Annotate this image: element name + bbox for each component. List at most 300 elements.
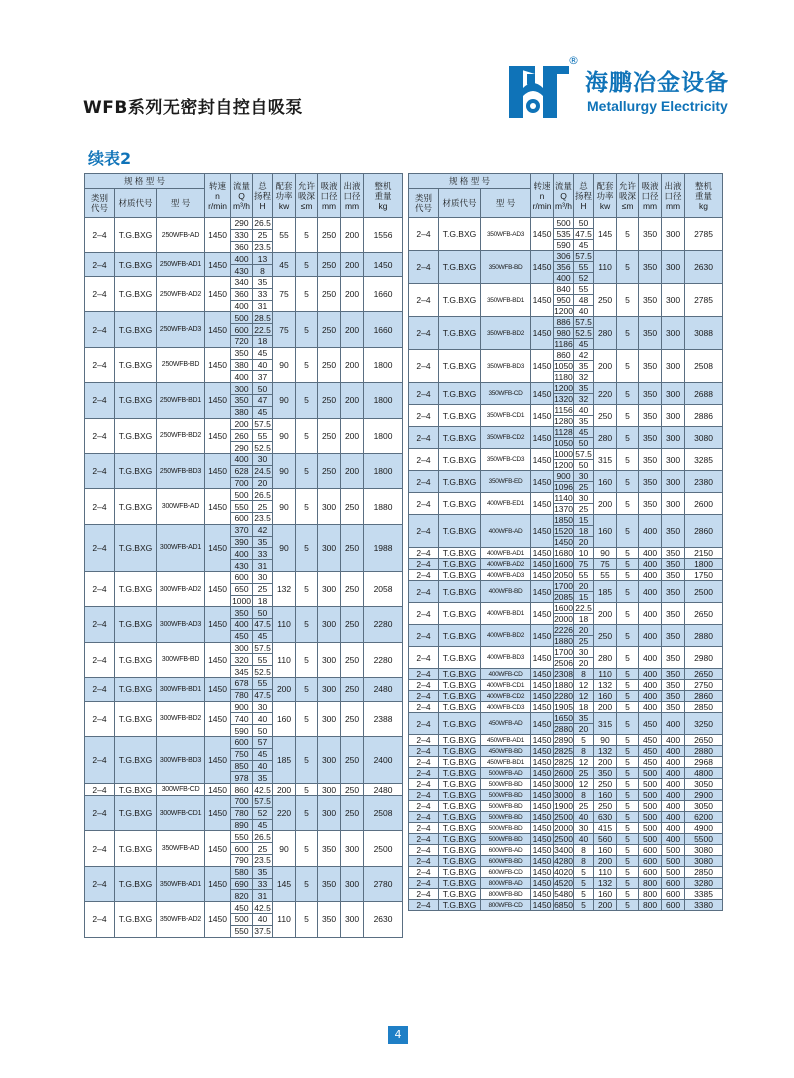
head-cell: 20 [574, 625, 594, 636]
table-row [409, 823, 723, 834]
suction-cell: 5 [296, 489, 318, 524]
head-cell: 18 [253, 335, 273, 347]
speed-cell: 1450 [205, 831, 231, 866]
model-cell: 450WFB-AD1 [481, 735, 531, 746]
table-row [409, 669, 723, 680]
table-row [409, 493, 723, 504]
inlet-cell: 350 [639, 449, 662, 471]
model-cell: 350WFB-AD [157, 831, 205, 866]
model-cell: 250WFB-AD1 [157, 253, 205, 277]
model-cell: 400WFB-AD3 [481, 570, 531, 581]
power-cell: 160 [594, 889, 617, 900]
power-cell: 90 [594, 548, 617, 559]
model-cell: 400WFB-BD1 [481, 603, 531, 625]
material-cell: T.G.BXG [439, 878, 481, 889]
flow-cell: 370 [231, 524, 253, 536]
head-cell: 18 [253, 595, 273, 607]
weight-cell: 2880 [685, 625, 723, 647]
model-cell: 400WFB-AD [481, 515, 531, 548]
flow-cell: 1700 [554, 647, 573, 657]
material-cell: T.G.BXG [115, 737, 157, 784]
speed-cell: 1450 [205, 276, 231, 311]
head-cell: 52.5 [254, 666, 271, 677]
category-cell: 2–4 [409, 812, 439, 823]
category-cell: 2–4 [409, 878, 439, 889]
speed-cell: 1450 [205, 866, 231, 901]
category-cell: 2–4 [409, 834, 439, 845]
power-cell: 200 [594, 900, 617, 911]
flow-cell: 750 [231, 748, 253, 760]
weight-cell: 2630 [364, 902, 403, 937]
power-cell: 110 [273, 902, 296, 937]
power-cell: 90 [594, 735, 617, 746]
weight-cell: 1988 [364, 524, 403, 571]
head-cell: 5 [574, 889, 594, 900]
flow-cell: 430 [231, 265, 253, 277]
power-cell: 90 [273, 831, 296, 866]
suction-cell: 5 [617, 713, 639, 735]
material-cell: T.G.BXG [115, 276, 157, 311]
outlet-cell: 350 [662, 559, 685, 570]
head-cell: 20 [574, 658, 594, 669]
material-cell: T.G.BXG [439, 350, 481, 383]
suction-cell: 5 [296, 701, 318, 736]
flow-cell: 2050 [554, 570, 573, 580]
outlet-cell: 400 [662, 823, 685, 834]
outlet-cell: 250 [341, 642, 364, 677]
header-spec: 规 格 型 号 [409, 174, 531, 189]
flow-cell: 2000 [554, 614, 573, 624]
suction-cell: 5 [617, 427, 639, 449]
material-cell: T.G.BXG [439, 603, 481, 625]
power-cell: 160 [594, 845, 617, 856]
head-cell: 31 [253, 890, 273, 902]
outlet-cell: 300 [662, 350, 685, 383]
weight-cell: 3050 [685, 801, 723, 812]
speed-cell: 1450 [205, 489, 231, 524]
suction-cell: 5 [296, 831, 318, 866]
head-cell: 15 [574, 515, 594, 526]
model-cell: 600WFB-CD [481, 867, 531, 878]
inlet-cell: 800 [639, 878, 662, 889]
suction-cell: 5 [296, 312, 318, 347]
head-cell: 47.5 [254, 690, 271, 701]
flow-cell: 600 [231, 843, 253, 855]
flow-cell: 1096 [554, 482, 573, 492]
flow-cell: 1680 [554, 548, 573, 558]
suction-cell: 5 [296, 418, 318, 453]
weight-cell: 2650 [685, 603, 723, 625]
head-cell: 24.5 [254, 466, 271, 477]
material-cell: T.G.BXG [439, 845, 481, 856]
material-cell: T.G.BXG [115, 796, 157, 831]
flow-cell: 600 [231, 324, 253, 336]
head-cell: 47.5 [254, 619, 271, 630]
header-spec: 规 格 型 号 [85, 174, 205, 189]
page-number: 4 [388, 1026, 408, 1044]
speed-cell: 1450 [531, 427, 554, 449]
suction-cell: 5 [617, 548, 639, 559]
flow-cell: 2880 [554, 724, 573, 734]
category-cell: 2–4 [409, 779, 439, 790]
outlet-cell: 350 [662, 570, 685, 581]
inlet-cell: 400 [639, 559, 662, 570]
inlet-cell: 600 [639, 856, 662, 867]
table-row [409, 548, 723, 559]
category-cell: 2–4 [85, 347, 115, 382]
outlet-cell: 400 [662, 713, 685, 735]
model-cell: 350WFB-CD3 [481, 449, 531, 471]
flow-cell: 1650 [554, 713, 573, 723]
head-cell: 40 [253, 713, 273, 725]
head-cell: 52 [574, 273, 594, 284]
material-cell: T.G.BXG [439, 449, 481, 471]
head-cell: 50 [253, 607, 273, 619]
power-cell: 160 [594, 471, 617, 493]
inlet-cell: 400 [639, 680, 662, 691]
inlet-cell: 350 [639, 471, 662, 493]
material-cell: T.G.BXG [115, 701, 157, 736]
speed-cell: 1450 [531, 878, 554, 889]
suction-cell: 5 [617, 405, 639, 427]
speed-cell: 1450 [205, 607, 231, 642]
speed-cell: 1450 [205, 678, 231, 702]
head-cell: 57 [253, 737, 273, 749]
head-cell: 45 [574, 427, 594, 438]
weight-cell: 4900 [685, 823, 723, 834]
head-cell: 52 [253, 807, 273, 819]
table-row [85, 607, 403, 619]
speed-cell: 1450 [205, 784, 231, 796]
speed-cell: 1450 [531, 218, 554, 251]
outlet-cell: 300 [662, 493, 685, 515]
flow-cell: 320 [231, 654, 253, 666]
material-cell: T.G.BXG [439, 889, 481, 900]
material-cell: T.G.BXG [115, 453, 157, 488]
flow-cell: 350 [231, 394, 253, 406]
head-cell: 35 [253, 276, 273, 288]
head-cell: 32 [574, 372, 594, 383]
head-cell: 35 [574, 361, 594, 372]
inlet-cell: 300 [318, 571, 341, 606]
flow-cell: 650 [231, 583, 253, 595]
category-cell: 2–4 [409, 790, 439, 801]
head-cell: 40 [253, 914, 273, 926]
suction-cell: 5 [617, 746, 639, 757]
head-cell: 25 [574, 504, 594, 515]
model-cell: 350WFB-CD [481, 383, 531, 405]
header-head: 总 扬程 H [253, 174, 273, 218]
speed-cell: 1450 [205, 737, 231, 784]
category-cell: 2–4 [409, 471, 439, 493]
speed-cell: 1450 [531, 449, 554, 471]
outlet-cell: 300 [662, 405, 685, 427]
header-model: 型 号 [481, 189, 531, 218]
power-cell: 90 [273, 347, 296, 382]
head-cell: 50 [253, 383, 273, 395]
inlet-cell: 300 [318, 642, 341, 677]
head-cell: 50 [253, 725, 273, 737]
weight-cell: 2785 [685, 218, 723, 251]
weight-cell: 2508 [685, 350, 723, 383]
power-cell: 200 [594, 350, 617, 383]
category-cell: 2–4 [85, 784, 115, 796]
weight-cell: 1660 [364, 276, 403, 311]
power-cell: 250 [594, 625, 617, 647]
model-cell: 350WFB-CD1 [481, 405, 531, 427]
flow-cell: 1200 [554, 460, 573, 470]
power-cell: 185 [594, 581, 617, 603]
table-row [409, 350, 723, 361]
weight-cell: 2280 [364, 607, 403, 642]
outlet-cell: 600 [662, 878, 685, 889]
head-cell: 20 [574, 537, 594, 548]
table-row [85, 253, 403, 265]
table-row [409, 768, 723, 779]
suction-cell: 5 [617, 570, 639, 581]
head-cell: 40 [574, 405, 594, 416]
outlet-cell: 300 [662, 218, 685, 251]
power-cell: 200 [594, 856, 617, 867]
model-cell: 400WFB-CD1 [481, 680, 531, 691]
flow-cell: 306 [554, 251, 574, 262]
weight-cell: 1556 [364, 218, 403, 253]
flow-cell: 1320 [554, 394, 573, 404]
flow-cell: 1850 [554, 515, 573, 525]
speed-cell: 1450 [531, 647, 554, 669]
power-cell: 200 [273, 784, 296, 796]
flow-cell: 356 [554, 262, 574, 273]
outlet-cell: 200 [341, 253, 364, 277]
speed-cell: 1450 [531, 405, 554, 427]
material-cell: T.G.BXG [439, 515, 481, 548]
head-cell: 45 [574, 240, 594, 251]
category-cell: 2–4 [85, 489, 115, 524]
table-row [409, 801, 723, 812]
inlet-cell: 600 [639, 867, 662, 878]
outlet-cell: 500 [662, 845, 685, 856]
power-cell: 145 [594, 218, 617, 251]
header-power: 配套 功率 kw [594, 174, 617, 218]
flow-cell: 550 [231, 831, 253, 843]
model-cell: 250WFB-AD3 [157, 312, 205, 347]
power-cell: 75 [273, 312, 296, 347]
weight-cell: 3050 [685, 779, 723, 790]
inlet-cell: 300 [318, 737, 341, 784]
inlet-cell: 400 [639, 625, 662, 647]
head-cell: 23.5 [254, 241, 271, 252]
category-cell: 2–4 [85, 524, 115, 571]
flow-cell: 500 [554, 218, 574, 229]
weight-cell: 3080 [685, 845, 723, 856]
material-cell: T.G.BXG [439, 383, 481, 405]
table-row [85, 866, 403, 878]
power-cell: 132 [594, 878, 617, 889]
model-cell: 500WFB-BD [481, 779, 531, 790]
head-cell: 32 [574, 394, 594, 405]
category-cell: 2–4 [85, 418, 115, 453]
weight-cell: 2650 [685, 735, 723, 746]
material-cell: T.G.BXG [439, 746, 481, 757]
inlet-cell: 500 [639, 768, 662, 779]
flow-cell: 2280 [554, 691, 573, 701]
flow-cell: 590 [231, 725, 253, 737]
category-cell: 2–4 [85, 607, 115, 642]
suction-cell: 5 [617, 669, 639, 680]
outlet-cell: 400 [662, 790, 685, 801]
outlet-cell: 400 [662, 779, 685, 790]
table-row [85, 276, 403, 288]
speed-cell: 1450 [531, 834, 554, 845]
material-cell: T.G.BXG [439, 625, 481, 647]
weight-cell: 2480 [364, 678, 403, 702]
outlet-cell: 350 [662, 548, 685, 559]
flow-cell: 360 [231, 241, 253, 253]
speed-cell: 1450 [531, 779, 554, 790]
flow-cell: 2226 [554, 625, 573, 635]
model-cell: 350WFB-AD1 [157, 866, 205, 901]
category-cell: 2–4 [85, 737, 115, 784]
power-cell: 90 [273, 524, 296, 571]
inlet-cell: 450 [639, 735, 662, 746]
flow-cell: 535 [554, 229, 574, 240]
model-cell: 400WFB-CD [481, 669, 531, 680]
model-cell: 300WFB-AD3 [157, 607, 205, 642]
power-cell: 200 [594, 603, 617, 625]
category-cell: 2–4 [85, 701, 115, 736]
inlet-cell: 350 [639, 493, 662, 515]
model-cell: 800WFB-BD [481, 889, 531, 900]
flow-cell: 4280 [554, 856, 573, 866]
speed-cell: 1450 [531, 625, 554, 647]
head-cell: 57.5 [254, 418, 271, 429]
weight-cell: 1800 [364, 453, 403, 488]
head-cell: 10 [574, 548, 594, 559]
suction-cell: 5 [296, 347, 318, 382]
suction-cell: 5 [617, 559, 639, 570]
table-row [85, 796, 403, 808]
table-row [85, 784, 403, 796]
suction-cell: 5 [617, 757, 639, 768]
flow-cell: 600 [231, 737, 253, 749]
flow-cell: 820 [231, 890, 253, 902]
speed-cell: 1450 [531, 603, 554, 625]
category-cell: 2–4 [409, 548, 439, 559]
inlet-cell: 400 [639, 570, 662, 581]
category-cell: 2–4 [85, 796, 115, 831]
speed-cell: 1450 [531, 713, 554, 735]
power-cell: 200 [273, 678, 296, 702]
suction-cell: 5 [296, 524, 318, 571]
material-cell: T.G.BXG [439, 691, 481, 702]
speed-cell: 1450 [531, 669, 554, 680]
head-cell: 42 [253, 524, 273, 536]
flow-cell: 1450 [554, 537, 573, 547]
table-row [409, 735, 723, 746]
speed-cell: 1450 [531, 383, 554, 405]
table-row [409, 867, 723, 878]
head-cell: 30 [574, 823, 594, 834]
head-cell: 30 [253, 571, 273, 583]
flow-cell: 400 [231, 453, 253, 465]
material-cell: T.G.BXG [115, 524, 157, 571]
inlet-cell: 250 [318, 453, 341, 488]
power-cell: 200 [594, 493, 617, 515]
power-cell: 220 [594, 383, 617, 405]
flow-cell: 300 [231, 642, 253, 654]
speed-cell: 1450 [531, 251, 554, 284]
weight-cell: 2380 [685, 471, 723, 493]
suction-cell: 5 [296, 453, 318, 488]
head-cell: 40 [253, 760, 273, 772]
weight-cell: 5500 [685, 834, 723, 845]
head-cell: 31 [253, 300, 273, 312]
inlet-cell: 350 [639, 251, 662, 284]
head-cell: 50 [574, 218, 594, 229]
suction-cell: 5 [617, 801, 639, 812]
head-cell: 40 [574, 834, 594, 845]
category-cell: 2–4 [85, 276, 115, 311]
header-suction: 允许 吸深 ≤m [617, 174, 639, 218]
power-cell: 90 [273, 489, 296, 524]
weight-cell: 6200 [685, 812, 723, 823]
flow-cell: 600 [231, 512, 253, 524]
flow-cell: 1280 [554, 416, 573, 426]
table-row [409, 856, 723, 867]
material-cell: T.G.BXG [115, 571, 157, 606]
header-category: 类别 代号 [409, 189, 439, 218]
outlet-cell: 200 [341, 383, 364, 418]
head-cell: 12 [574, 779, 594, 790]
table-row [409, 449, 723, 460]
model-cell: 500WFB-BD [481, 790, 531, 801]
head-cell: 52.5 [575, 328, 592, 338]
flow-cell: 2500 [554, 812, 573, 822]
header-material: 材质代号 [115, 189, 157, 218]
head-cell: 5 [574, 867, 594, 878]
speed-cell: 1450 [531, 823, 554, 834]
power-cell: 250 [594, 405, 617, 427]
inlet-cell: 250 [318, 276, 341, 311]
flow-cell: 260 [231, 430, 253, 442]
category-cell: 2–4 [409, 735, 439, 746]
category-cell: 2–4 [409, 405, 439, 427]
power-cell: 560 [594, 834, 617, 845]
outlet-cell: 400 [662, 746, 685, 757]
category-cell: 2–4 [409, 570, 439, 581]
head-cell: 25 [253, 843, 273, 855]
speed-cell: 1450 [205, 383, 231, 418]
power-cell: 75 [594, 559, 617, 570]
head-cell: 18 [574, 614, 594, 625]
header-weight: 整机 重量 kg [364, 174, 403, 218]
speed-cell: 1450 [531, 570, 554, 581]
flow-cell: 1050 [554, 361, 573, 371]
weight-cell: 3280 [685, 878, 723, 889]
weight-cell: 4800 [685, 768, 723, 779]
material-cell: T.G.BXG [439, 251, 481, 284]
suction-cell: 5 [617, 350, 639, 383]
material-cell: T.G.BXG [439, 812, 481, 823]
inlet-cell: 300 [318, 701, 341, 736]
table-row [85, 218, 403, 230]
header-material: 材质代号 [439, 189, 481, 218]
table-continuation-title: 续表2 [88, 149, 132, 168]
inlet-cell: 300 [318, 678, 341, 702]
weight-cell: 1800 [364, 347, 403, 382]
model-cell: 450WFB-BD1 [481, 757, 531, 768]
speed-cell: 1450 [205, 524, 231, 571]
